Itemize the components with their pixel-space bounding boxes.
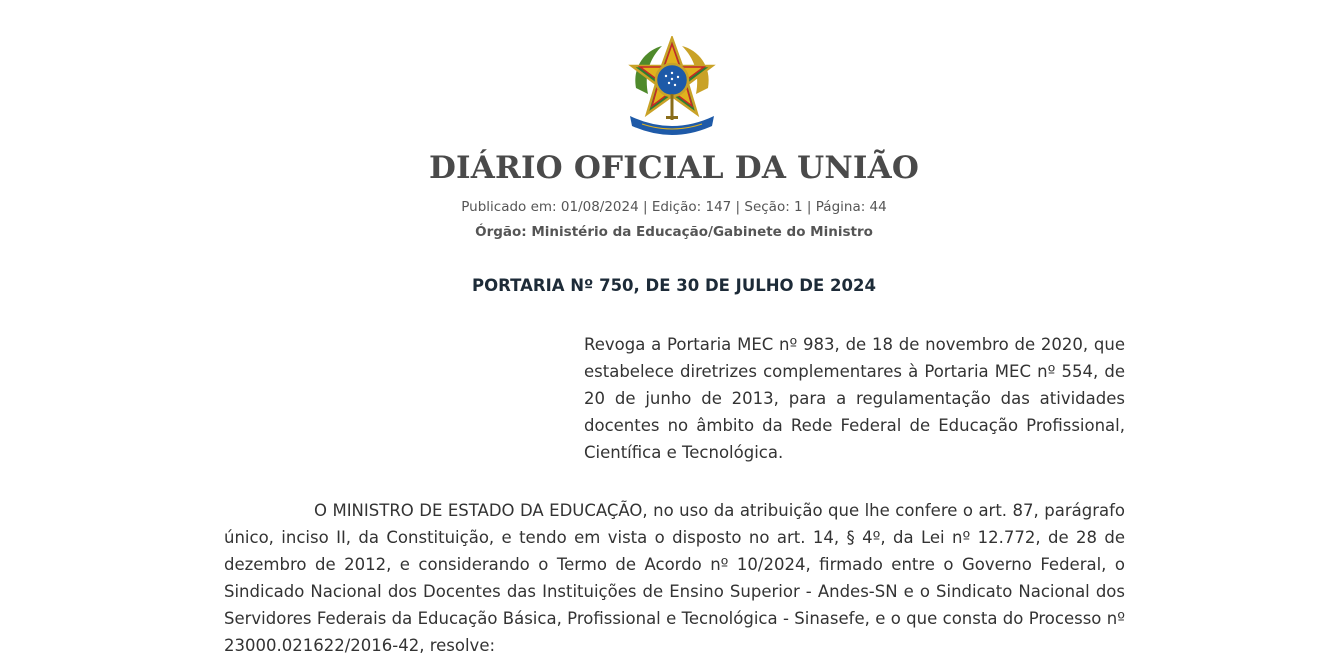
coat-of-arms-graphic (622, 36, 722, 136)
publication-info: Publicado em: 01/08/2024 | Edição: 147 | Seção: 1 | Página: 44 (461, 199, 887, 215)
act-ementa: Revoga a Portaria MEC nº 983, de 18 de novembro de 2020, que estabelece diretrizes complementares à Portaria MEC nº 554, de 20 de junho de 2013, para a regulamentação das atividades docentes no âmbito da Rede Federal de Educação Profissional, Científica e Tecnológica. (584, 335, 1125, 462)
coat-of-arms-icon (622, 36, 722, 136)
issuing-organ: Órgão: Ministério da Educação/Gabinete do Ministro (475, 224, 873, 240)
act-preamble: O MINISTRO DE ESTADO DA EDUCAÇÃO, no uso da atribuição que lhe confere o art. 87, parágrafo único, inciso II, da Constituição, e tendo em vista o disposto no art. 14, § 4º, da Lei nº 12.772, de 28 de dezembro de 2012, e considerando o Termo de Acordo nº 10/2024, firmado entre o Governo Federal, o Sindicado Nacional dos Docentes das Instituições de Ensino Superior - Andes-SN e o Sindicato Nacional dos Servidores Federais da Educação Básica, Profissional e Tecnológica - Sinasefe, e o que consta do Processo nº 23000.021622/2016-42, resolve: (224, 501, 1125, 655)
act-title: PORTARIA Nº 750, DE 30 DE JULHO DE 2024 (472, 276, 876, 295)
newspaper-title: DIÁRIO OFICIAL DA UNIÃO (428, 150, 920, 186)
